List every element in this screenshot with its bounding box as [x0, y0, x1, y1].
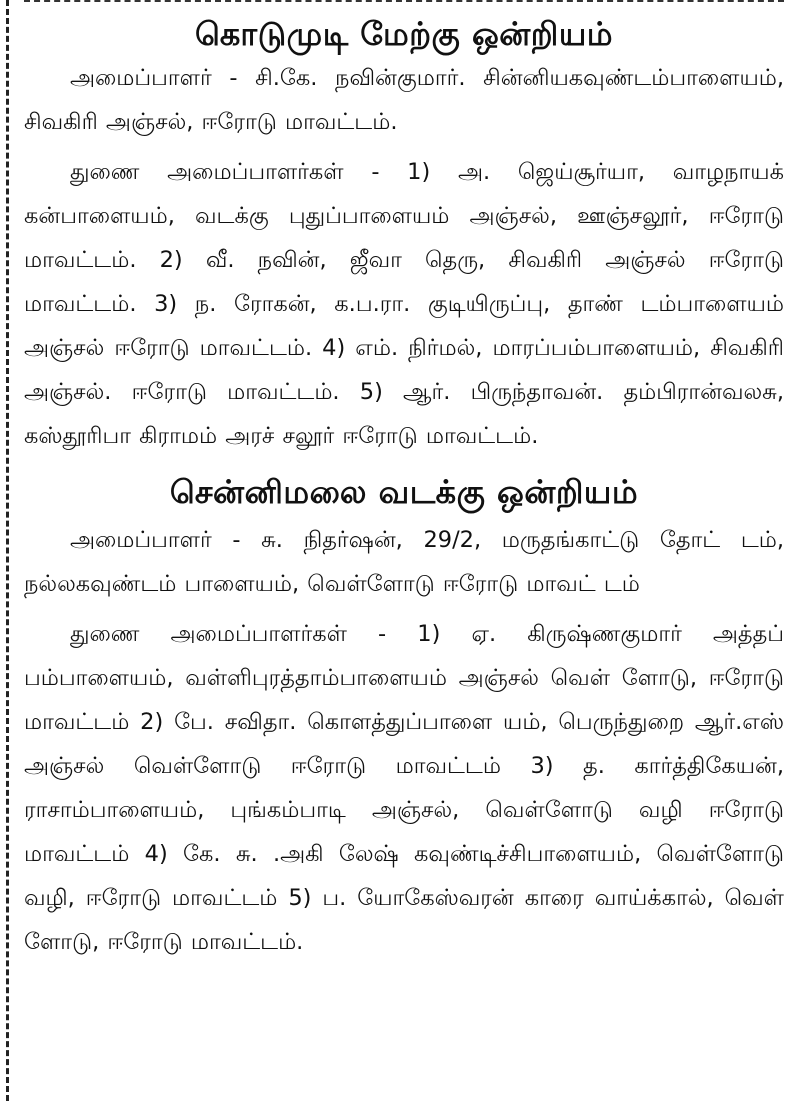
next-section-heading-cut-off [24, 1089, 784, 1101]
organizer-paragraph: அமைப்பாளர் - சி.கே. நவின்குமார். சின்னியகவுண்டம்பாளையம், சிவகிரி அஞ்சல், ஈரோடு மாவட்டம். [24, 65, 784, 135]
deputy-organizers-paragraph: துணை அமைப்பாளர்கள் - 1) அ. ஜெய்சூர்யா, வாழநாயக் கன்பாளையம், வடக்கு புதுப்பாளையம் அஞ்சல், ஊஞ்சலூர், ஈரோடு மாவட்டம். 2) வீ. நவின், ஜீவா தெரு, சிவகிரி அஞ்சல் ஈரோடு மாவட்டம். 3) ந. ரோகன், க.ப.ரா. குடியிருப்பு, தாண் டம்பாளையம் அஞ்சல் ஈரோடு மாவட்டம். 4) எம். நிர்மல், மாரப்பம்பாளையம், சிவகிரி அஞ்சல். ஈரோடு மாவட்டம். 5) ஆர். பிருந்தாவன். தம்பிரான்வலசு, கஸ்தூரிபா கிராமம் அரச் சலூர் ஈரோடு மாவட்டம். [24, 159, 784, 449]
organizer-paragraph: அமைப்பாளர் - சு. நிதர்ஷன், 29/2, மருதங்காட்டு தோட் டம், நல்லகவுண்டம் பாளையம், வெள்ளோடு ஈரோடு மாவட் டம் [24, 527, 784, 597]
top-divider [24, 0, 784, 2]
section-heading-kodumudi-west: கொடுமுடி மேற்கு ஒன்றியம் [195, 15, 613, 53]
article-column [24, 0, 784, 1101]
section-heading-chennimalai-north: சென்னிமலை வடக்கு ஒன்றியம் [169, 473, 639, 511]
deputy-organizers-paragraph: துணை அமைப்பாளர்கள் - 1) ஏ. கிருஷ்ணகுமார் அத்தப் பம்பாளையம், வள்ளிபுரத்தாம்பாளையம் அஞ்சல் வெள் ளோடு, ஈரோடு மாவட்டம் 2) பே. சவிதா. கொளத்துப்பாளை யம், பெருந்துறை ஆர்.எஸ் அஞ்சல் வெள்ளோடு ஈரோடு மாவட்டம் 3) த. கார்த்திகேயன், ராசாம்பாளையம், புங்கம்பாடி அஞ்சல், வெள்ளோடு வழி ஈரோடு மாவட்டம் 4) கே. சு. .அகி லேஷ் கவுண்டிச்சிபாளையம், வெள்ளோடு வழி, ஈரோடு மாவட்டம் 5) ப. யோகேஸ்வரன் காரை வாய்க்கால், வெள் ளோடு, ஈரோடு மாவட்டம். [24, 621, 784, 955]
dashed-cut-line [6, 0, 9, 1101]
